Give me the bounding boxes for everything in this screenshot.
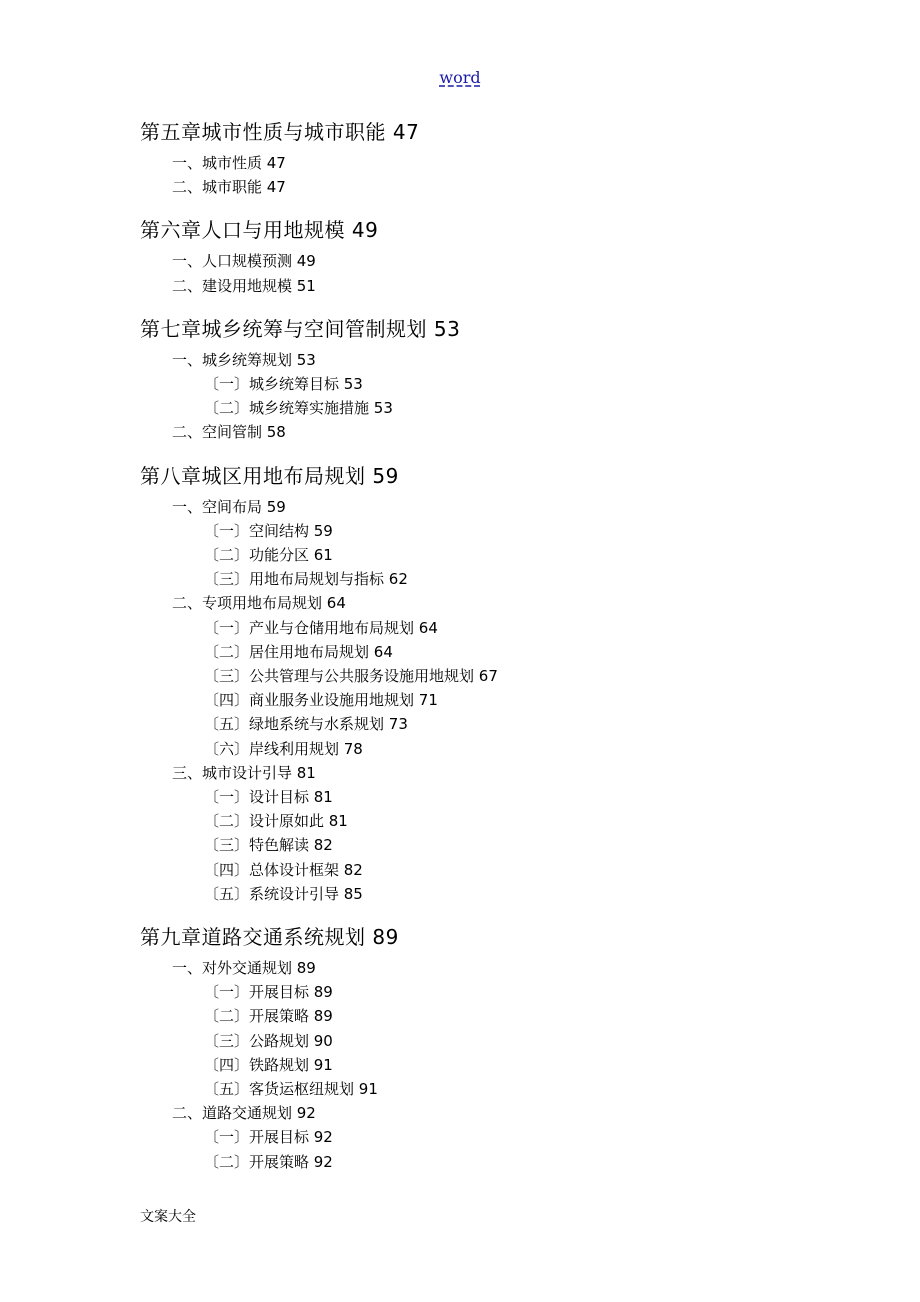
toc-section[interactable]: 二、建设用地规模 51 bbox=[172, 276, 316, 295]
toc-subsection[interactable]: 〔二〕开展策略 92 bbox=[204, 1152, 333, 1171]
toc-subsection[interactable]: 〔一〕开展目标 92 bbox=[204, 1128, 333, 1147]
toc-subsection[interactable]: 〔六〕岸线利用规划 78 bbox=[204, 739, 363, 758]
toc-subsection[interactable]: 〔五〕绿地系统与水系规划 73 bbox=[204, 715, 408, 734]
toc-section[interactable]: 三、城市设计引导 81 bbox=[172, 763, 316, 782]
toc-section[interactable]: 一、城市性质 47 bbox=[172, 154, 286, 172]
toc-subsection[interactable]: 〔一〕设计目标 81 bbox=[204, 788, 333, 806]
toc-section[interactable]: 一、空间布局 59 bbox=[172, 497, 286, 516]
toc-chapter[interactable]: 第八章城区用地布局规划 59 bbox=[140, 463, 399, 488]
toc-subsection[interactable]: 〔二〕开展策略 89 bbox=[204, 1007, 333, 1026]
header-link[interactable]: word bbox=[439, 68, 481, 87]
toc-subsection[interactable]: 〔五〕系统设计引导 85 bbox=[204, 884, 363, 903]
toc-subsection[interactable]: 〔五〕客货运枢纽规划 91 bbox=[204, 1080, 378, 1098]
toc-section[interactable]: 二、专项用地布局规划 64 bbox=[172, 594, 346, 613]
toc-subsection[interactable]: 〔四〕商业服务业设施用地规划 71 bbox=[204, 691, 438, 710]
toc-section[interactable]: 二、空间管制 58 bbox=[172, 423, 286, 442]
toc-subsection[interactable]: 〔一〕城乡统筹目标 53 bbox=[204, 375, 363, 393]
toc-subsection[interactable]: 〔三〕用地布局规划与指标 62 bbox=[204, 570, 408, 589]
toc-subsection[interactable]: 〔一〕空间结构 59 bbox=[204, 521, 333, 540]
toc-chapter[interactable]: 第五章城市性质与城市职能 47 bbox=[140, 120, 420, 144]
toc-section[interactable]: 二、道路交通规划 92 bbox=[172, 1104, 316, 1123]
toc-subsection[interactable]: 〔二〕设计原如此 81 bbox=[204, 812, 348, 831]
toc-subsection[interactable]: 〔四〕铁路规划 91 bbox=[204, 1055, 333, 1074]
toc-subsection[interactable]: 〔一〕开展目标 89 bbox=[204, 983, 333, 1002]
toc-subsection[interactable]: 〔三〕公路规划 90 bbox=[204, 1031, 333, 1050]
toc-subsection[interactable]: 〔四〕总体设计框架 82 bbox=[204, 860, 363, 879]
toc-subsection[interactable]: 〔三〕特色解读 82 bbox=[204, 836, 333, 855]
toc-section[interactable]: 二、城市职能 47 bbox=[172, 178, 286, 197]
toc-section[interactable]: 一、人口规模预测 49 bbox=[172, 252, 316, 271]
toc-chapter[interactable]: 第六章人口与用地规模 49 bbox=[140, 218, 379, 243]
toc-subsection[interactable]: 〔二〕功能分区 61 bbox=[204, 546, 333, 564]
toc-subsection[interactable]: 〔三〕公共管理与公共服务设施用地规划 67 bbox=[204, 667, 498, 685]
page-footer: 文案大全 bbox=[140, 1209, 196, 1225]
toc-section[interactable]: 一、对外交通规划 89 bbox=[172, 959, 316, 977]
toc-chapter[interactable]: 第七章城乡统筹与空间管制规划 53 bbox=[140, 316, 461, 341]
page-header bbox=[0, 68, 920, 87]
toc-subsection[interactable]: 〔二〕城乡统筹实施措施 53 bbox=[204, 399, 393, 418]
toc-section[interactable]: 一、城乡统筹规划 53 bbox=[172, 350, 316, 369]
toc-subsection[interactable]: 〔一〕产业与仓储用地布局规划 64 bbox=[204, 618, 438, 637]
toc-chapter[interactable]: 第九章道路交通系统规划 89 bbox=[140, 925, 399, 949]
toc-subsection[interactable]: 〔二〕居住用地布局规划 64 bbox=[204, 642, 393, 661]
